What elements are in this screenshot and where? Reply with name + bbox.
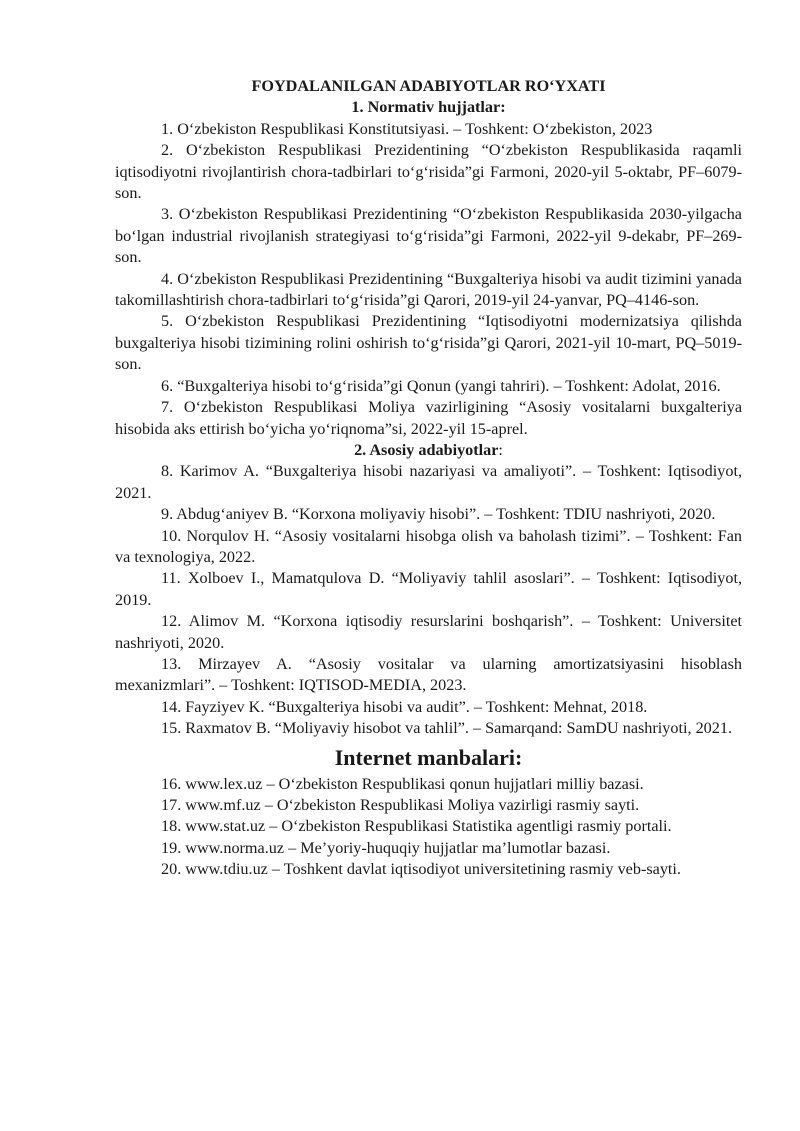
- reference-list-page: [115, 76, 742, 881]
- section-2: [115, 440, 742, 740]
- reference-entry: 17. www.mf.uz – O‘zbekiston Respublikasi Moliya vazirligi rasmiy sayti.: [161, 796, 640, 814]
- reference-entry: 1. O‘zbekiston Respublikasi Konstitutsiyasi. – Toshkent: O‘zbekiston, 2023: [161, 119, 653, 138]
- reference-entry: 3. O‘zbekiston Respublikasi Prezidentining “O‘zbekiston Respublikasida 2030-yilgacha bo‘lgan industrial rivojlanish strategiyasi to‘g‘risida”gi Farmoni, 2022-yil 9-dekabr, PF–269-son.: [115, 205, 742, 267]
- section-heading-suffix: :: [498, 440, 503, 459]
- section-3: [115, 744, 742, 881]
- reference-entry: 12. Alimov M. “Korxona iqtisodiy resurslarini boshqarish”. – Toshkent: Universitet nashriyoti, 2020.: [115, 612, 742, 652]
- reference-entry: 7. O‘zbekiston Respublikasi Moliya vazirligining “Asosiy vositalarni buxgalteriya hisobida aks ettirish bo‘yicha yo‘riqnoma”si, 2022-yil 15-aprel.: [115, 398, 742, 438]
- reference-entry: 15. Raxmatov B. “Moliyaviy hisobot va tahlil”. – Samarqand: SamDU nashriyoti, 2021.: [161, 719, 732, 738]
- sections-container: [115, 97, 742, 880]
- reference-entry: 13. Mirzayev A. “Asosiy vositalar va ularning amortizatsiyasini hisoblash mexanizmlari”. – Toshkent: IQTISOD-MEDIA, 2023.: [115, 654, 742, 695]
- reference-entry: 20. www.tdiu.uz – Toshkent davlat iqtisodiyot universitetining rasmiy veb-sayti.: [161, 860, 681, 879]
- reference-entry: 10. Norqulov H. “Asosiy vositalarni hisobga olish va baholash tizimi”. – Toshkent: Fan va texnologiya, 2022.: [115, 526, 742, 566]
- reference-entry: 4. O‘zbekiston Respublikasi Prezidentining “Buxgalteriya hisobi va audit tizimini yanada takomillashtirish chora-tadbirlari to‘g‘risida”gi Qarori, 2019-yil 24-yanvar, PQ–4146-son.: [115, 269, 742, 310]
- section-heading-text: Internet manbalari:: [334, 744, 523, 770]
- reference-entry: 19. www.norma.uz – Me’yoriy-huquqiy hujjatlar ma’lumotlar bazasi.: [161, 838, 611, 857]
- document-title: FOYDALANILGAN ADABIYOTLAR RO‘YXATI: [251, 77, 606, 95]
- section-heading: [115, 97, 742, 118]
- reference-entry: 16. www.lex.uz – O‘zbekiston Respublikasi qonun hujjatlari milliy bazasi.: [161, 774, 644, 793]
- reference-entry: 14. Fayziyev K. “Buxgalteriya hisobi va audit”. – Toshkent: Mehnat, 2018.: [161, 697, 648, 716]
- reference-entry: 18. www.stat.uz – O‘zbekiston Respublikasi Statistika agentligi rasmiy portali.: [161, 817, 672, 836]
- section-heading-text: 1. Normativ hujjatlar:: [351, 98, 506, 117]
- section-heading-text: 2. Asosiy adabiyotlar: [354, 440, 499, 459]
- reference-entry: 6. “Buxgalteriya hisobi to‘g‘risida”gi Qonun (yangi tahriri). – Toshkent: Adolat, 2016.: [161, 376, 721, 395]
- reference-entry: 5. O‘zbekiston Respublikasi Prezidentining “Iqtisodiyotni modernizatsiya qilishda buxgalteriya hisobi tizimining rolini oshirish to‘g‘risida”gi Qarori, 2021-yil 10-mart, PQ–5019-son.: [115, 312, 742, 374]
- reference-entry: 8. Karimov A. “Buxgalteriya hisobi nazariyasi va amaliyoti”. – Toshkent: Iqtisodiyot, 2021.: [115, 462, 742, 502]
- section-heading: [115, 440, 742, 461]
- section-heading: [115, 744, 742, 772]
- section-1: [115, 97, 742, 440]
- reference-entry: 11. Xolboev I., Mamatqulova D. “Moliyaviy tahlil asoslari”. – Toshkent: Iqtisodiyot, 2019.: [115, 569, 742, 609]
- reference-entry: 2. O‘zbekiston Respublikasi Prezidentining “O‘zbekiston Respublikasida raqamli iqtisodiyotni rivojlantirish chora-tadbirlari to‘g‘risida”gi Farmoni, 2020-yil 5-oktabr, PF–6079-son.: [115, 141, 742, 203]
- reference-entry: 9. Abdug‘aniyev B. “Korxona moliyaviy hisobi”. – Toshkent: TDIU nashriyoti, 2020.: [161, 505, 716, 524]
